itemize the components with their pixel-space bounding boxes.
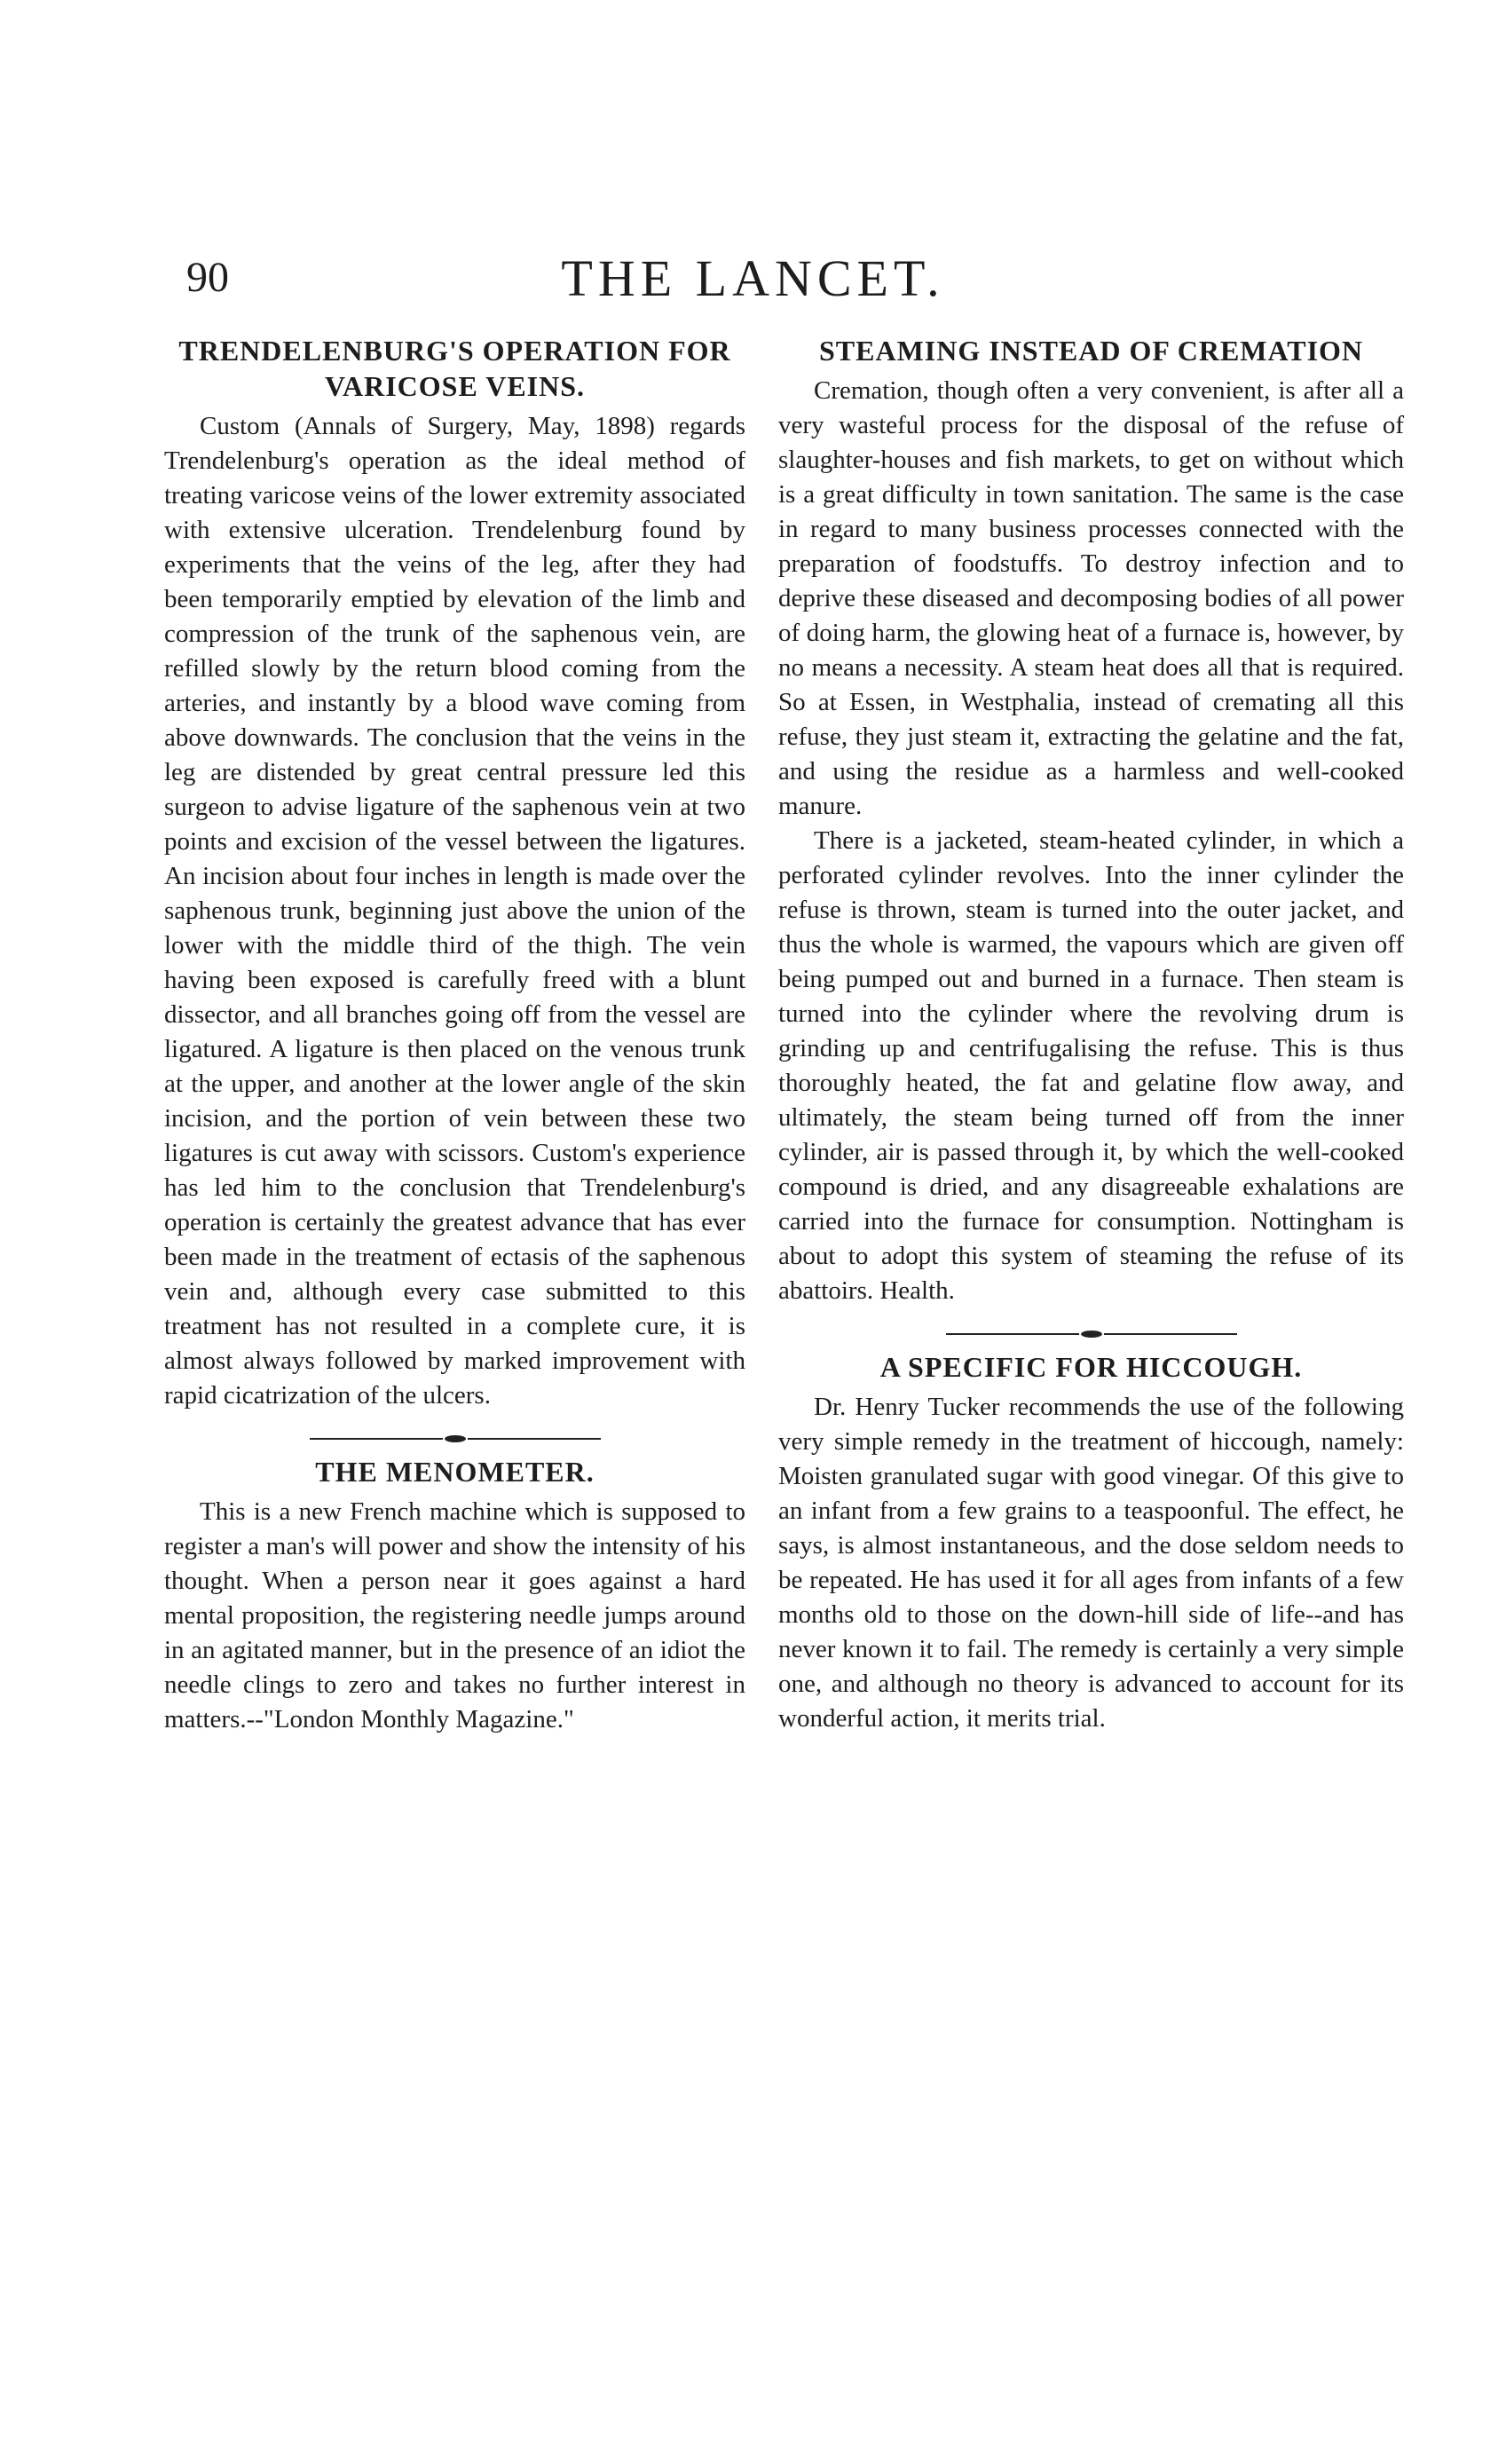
right-column xyxy=(778,333,1404,1736)
article-title-steaming: STEAMING INSTEAD OF CREMATION xyxy=(818,335,1364,367)
article-body-menometer: This is a new French machine which is supposed to register a man's will power and show the intensity of his thought. When a person near it goes against a hard mental proposition, the registering needle jumps around in an agitated manner, but in the presence of an idiot the needle clings to zero and takes no further interest in matters.--"London Monthly Magazine." xyxy=(164,1497,745,1733)
article-title-menometer: THE MENOMETER. xyxy=(315,1456,595,1488)
section-divider xyxy=(778,1321,1404,1344)
section-divider xyxy=(164,1425,745,1449)
article-title-hiccough: A SPECIFIC FOR HICCOUGH. xyxy=(879,1351,1303,1383)
article-title-trendelenburg: TRENDELENBURG'S OPERATION FOR VARICOSE VEINS. xyxy=(178,335,731,402)
journal-title: THE LANCET. xyxy=(561,249,945,307)
page-number: 90 xyxy=(186,254,229,301)
left-column xyxy=(164,333,745,1737)
article-body-steaming-1: Cremation, though often a very convenient, is after all a very wasteful process for the disposal of the refuse of slaughter-houses and fish markets, to get on without which is a great difficulty in town sanitation. The same is the case in regard to many business processes connected with the preparation of foodstuffs. To destroy infection and to deprive these diseased and decomposing bodies of all power of doing harm, the glowing heat of a furnace is, however, by no means a necessity. A steam heat does all that is required. So at Essen, in Westphalia, instead of cremating all this refuse, they just steam it, extracting the gelatine and the fat, and using the residue as a harmless and well-cooked manure. xyxy=(778,376,1404,820)
article-body-trendelenburg: Custom (Annals of Surgery, May, 1898) regards Trendelenburg's operation as the ideal method of treating varicose veins of the lower extremity associated with extensive ulceration. Trendelenburg found by experiments that the veins of the leg, after they had been temporarily emptied by elevation of the limb and compression of the trunk of the saphenous vein, are refilled slowly by the return blood coming from the arteries, and instantly by a blood wave coming from above downwards. The conclusion that the veins in the leg are distended by great central pressure led this surgeon to advise ligature of the saphenous vein at two points and excision of the vessel between the ligatures. An incision about four inches in length is made over the saphenous trunk, beginning just above the union of the lower with the middle third of the thigh. The vein having been exposed is carefully freed with a blunt dissector, and all branches going off from the vessel are ligatured. A ligature is then placed on the venous trunk at the upper, and another at the lower angle of the skin incision, and the portion of vein between these two ligatures is cut away with scissors. Custom's experience has led him to the conclusion that Trendelenburg's operation is certainly the greatest advance that has ever been made in the treatment of ectasis of the saphenous vein and, although every case submitted to this treatment has not resulted in a complete cure, it is almost always followed by marked improvement with rapid cicatrization of the ulcers. xyxy=(164,412,745,1410)
article-body-hiccough: Dr. Henry Tucker recommends the use of the following very simple remedy in the treatment of hiccough, namely: Moisten granulated sugar with good vinegar. Of this give to an infant from a few grains to a teaspoonful. The effect, he says, is almost instantaneous, and the dose seldom needs to be repeated. He has used it for all ages from infants of a few months old to those on the down-hill side of life--and has never known it to fail. The remedy is certainly a very simple one, and although no theory is advanced to account for its wonderful action, it merits trial. xyxy=(778,1393,1404,1733)
article-body-steaming-2: There is a jacketed, steam-heated cylinder, in which a perforated cylinder revolves. Into the inner cylinder the refuse is thrown, steam is turned into the outer jacket, and thus the whole is warmed, the vapours which are given off being pumped out and burned in a furnace. Then steam is turned into the cylinder where the revolving drum is grinding up and centrifugalising the refuse. This is thus thoroughly heated, the fat and gelatine flow away, and ultimately, the steam being turned off from the inner cylinder, air is passed through it, by which the well-cooked compound is dried, and any disagreeable exhalations are carried into the furnace for consumption. Nottingham is about to adopt this system of steaming the refuse of its abattoirs. Health. xyxy=(778,826,1404,1305)
